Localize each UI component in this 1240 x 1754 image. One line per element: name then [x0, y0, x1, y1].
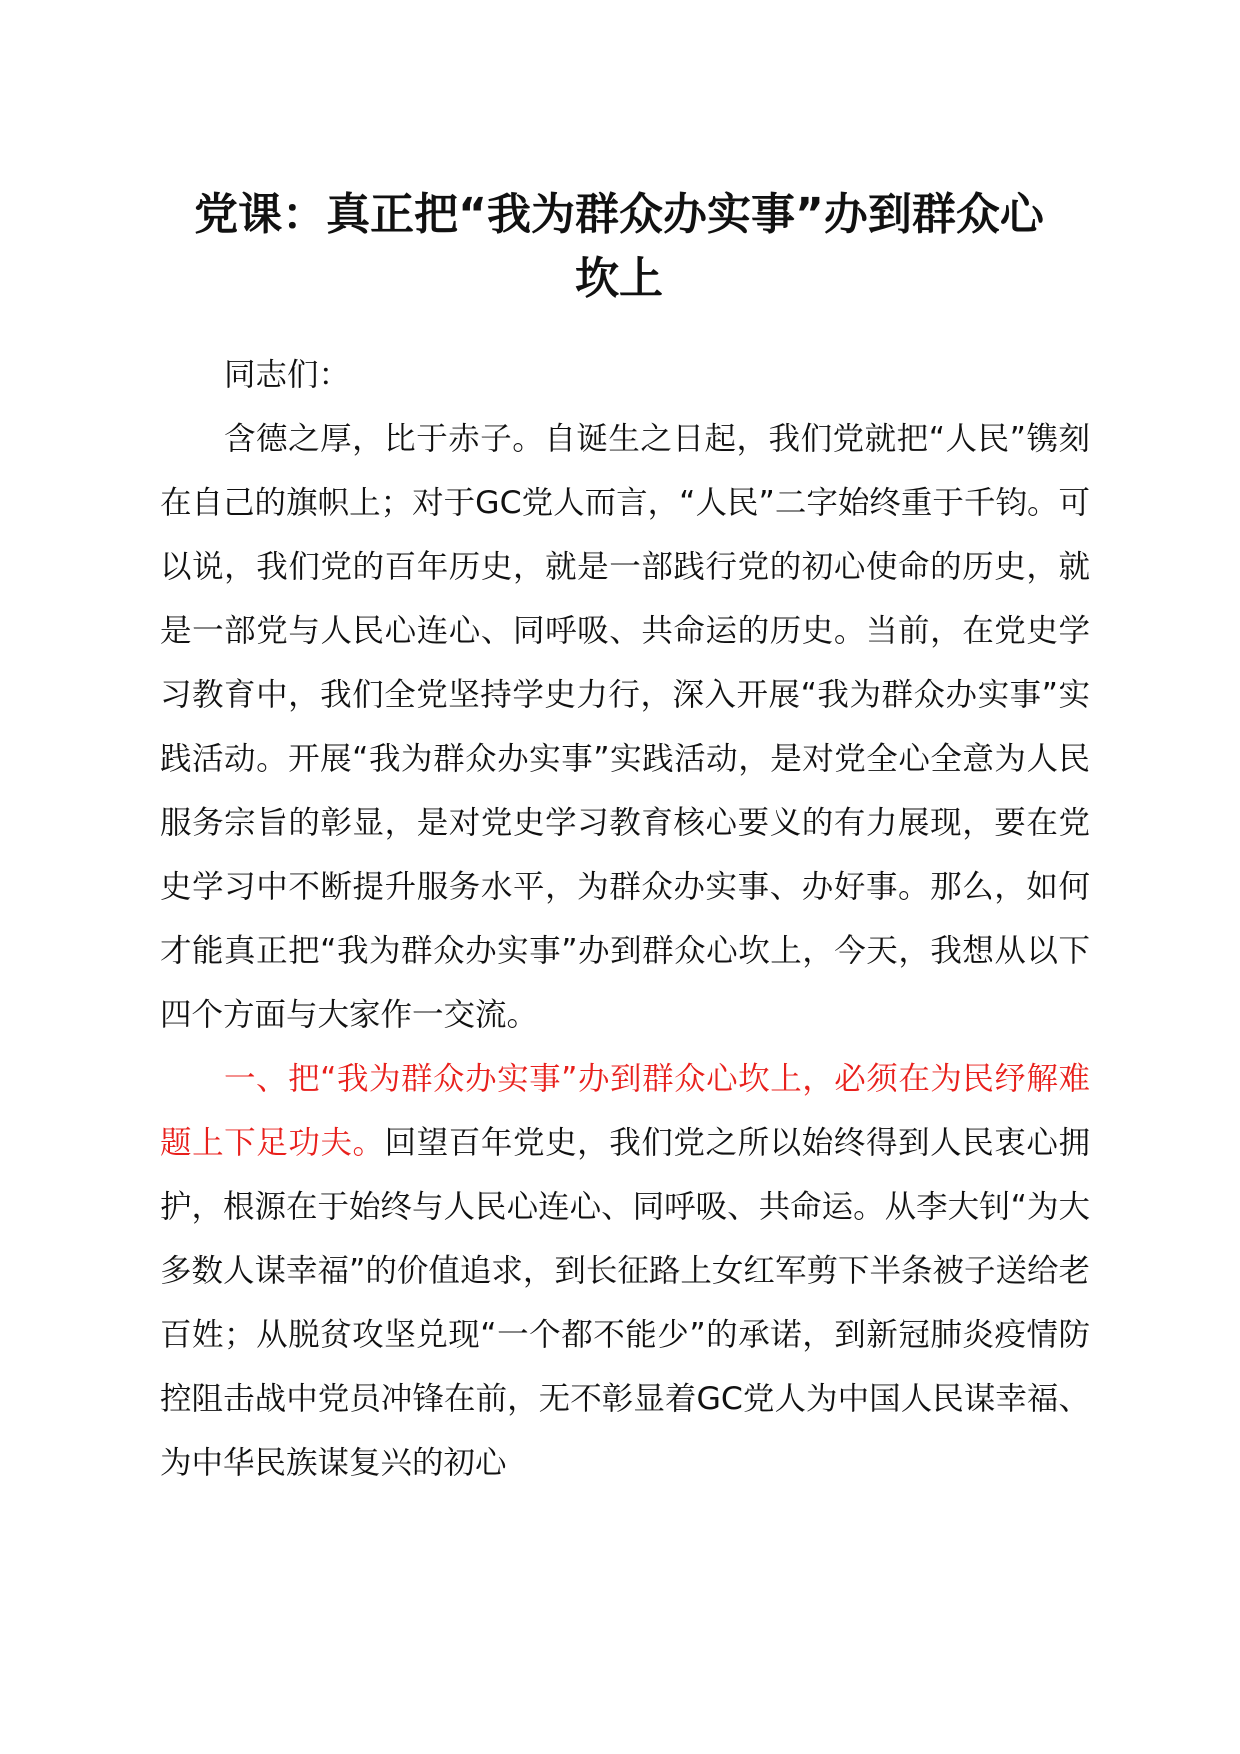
- title-line-1: 党课：真正把“我为群众办实事”办到群众心: [194, 189, 1044, 240]
- section-1-text: 回望百年党史，我们党之所以始终得到人民衷心拥护，根源在于始终与人民心连心、同呼吸、共命运。从李大钊“为大多数人谋幸福”的价值追求，到长征路上女红军剪下半条被子送给老百姓；从脱贫攻坚兑现“一个都不能少”的承诺，到新冠肺炎疫情防控阻击战中党员冲锋在前，无不彰显着GC党人为中国人民谋幸福、为中华民族谋复兴的初心: [160, 1125, 1090, 1481]
- document-title: [140, 183, 1098, 311]
- section-1-heading: 一、把“我为群众办实事”办到群众心坎上，必须在为民纾解难题上下足功夫。: [160, 1061, 1090, 1161]
- paragraph-section-1: [160, 1047, 1090, 1495]
- document-body: [160, 343, 1090, 1495]
- paragraph-intro: 含德之厚，比于赤子。自诞生之日起，我们党就把“人民”镌刻在自己的旗帜上；对于GC党人而言，“人民”二字始终重于千钧。可以说，我们党的百年历史，就是一部践行党的初心使命的历史，就是一部党与人民心连心、同呼吸、共命运的历史。当前，在党史学习教育中，我们全党坚持学史力行，深入开展“我为群众办实事”实践活动。开展“我为群众办实事”实践活动，是对党全心全意为人民服务宗旨的彰显，是对党史学习教育核心要义的有力展现，要在党史学习中不断提升服务水平，为群众办实事、办好事。那么，如何才能真正把“我为群众办实事”办到群众心坎上，今天，我想从以下四个方面与大家作一交流。: [160, 421, 1090, 1033]
- salutation: 同志们：: [224, 357, 351, 393]
- title-line-2: 坎上: [575, 253, 663, 304]
